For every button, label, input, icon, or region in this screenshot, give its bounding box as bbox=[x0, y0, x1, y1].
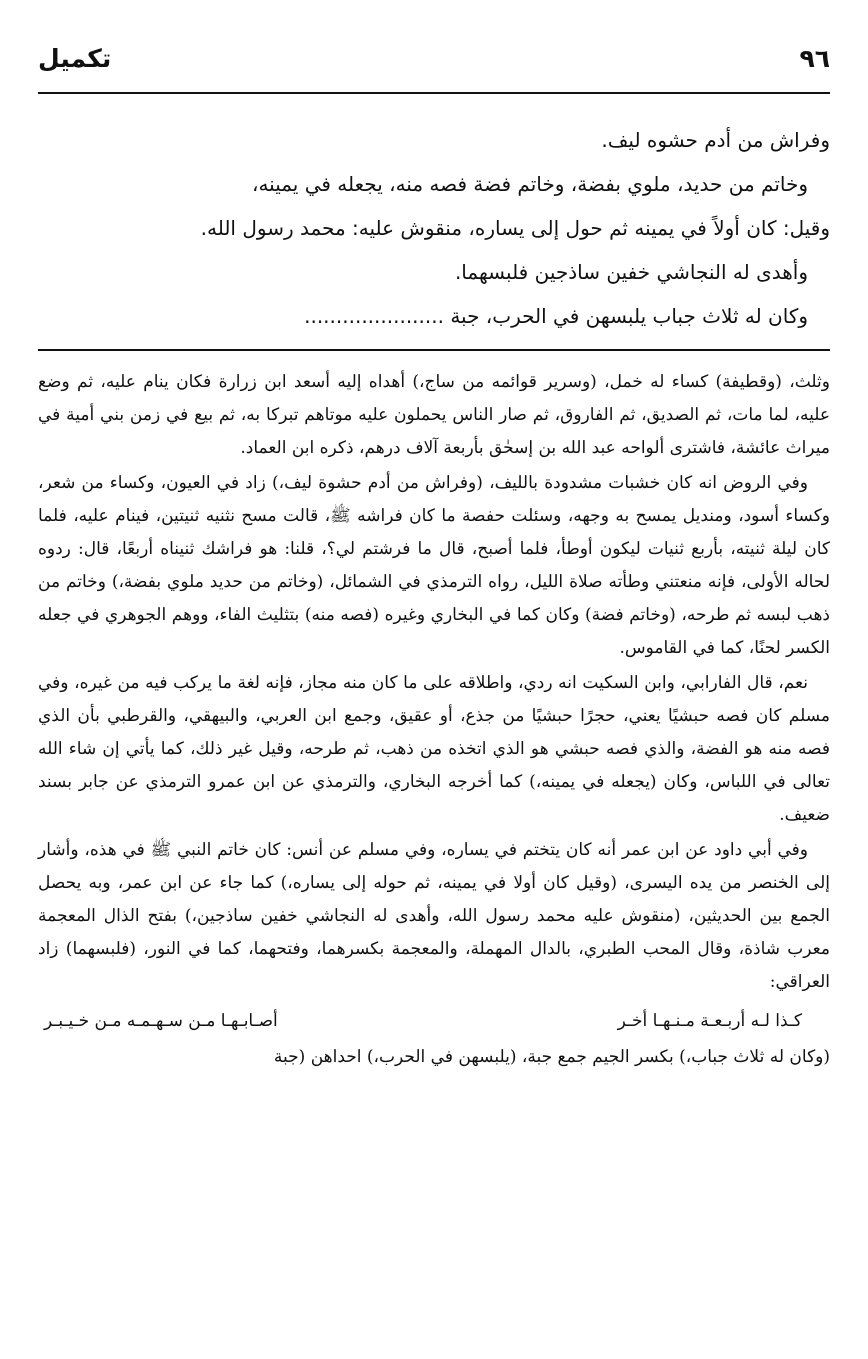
verse-second-hemistich: أصـابـهـا مـن سـهـمـه مـن خـيـبـر bbox=[44, 1011, 278, 1031]
commentary-paragraph: وفي الروض انه كان خشبات مشدودة بالليف، (وفراش من أدم حشوة ليف،) زاد في العيون، وكساء من شعر، وكساء أسود، ومنديل يمسح به وجهه، وسئلت حفصة ما كان فراشه ﷺ، قالت مسح نثنيه ثنيتين، فينام عليه، فلما كان ليلة ثنيته، بأربع ثنيات ليكون أوطأ، فلما أصبح، قال ما فرشتم لي؟، قلنا: هو فراشك ثنيناه أربعًا، قال: ردوه لحاله الأولى، فإنه منعتني وطأته صلاة الليل، رواه الترمذي في الشمائل، (وخاتم من حديد ملوي بفضة،) وخاتم من ذهب لبسه ثم طرحه، (وخاتم فضة) وكان كما في البخاري وغيره (فصه منه) بتثليث الفاء، ووهم الجوهري في جعله الكسر لحنًا، كما في القاموس. bbox=[38, 473, 830, 658]
commentary-paragraph: نعم، قال الفارابي، وابن السكيت انه ردي، واطلاقه على ما كان منه مجاز، فإنه لغة ما يركب فيه من غيره، وفي مسلم كان فصه حبشيًا يعني، حجرًا حبشيًا من جذع، أو عقيق، وجمع ابن العربي، والبيهقي، والقرطبي بأن الذي فصه منه هو الفضة، والذي فصه حبشي هو الذي اتخذه من ذهب، ثم طرحه، وقيل غير ذلك، كما يأتي إن شاء الله تعالى في اللباس، وكان (يجعله في يمينه،) كما أخرجه البخاري، والترمذي عن ابن عمرو الترمذي عن جابر بسند ضعيف. bbox=[38, 673, 830, 825]
matn-line: وفراش من أدم حشوه ليف. bbox=[601, 128, 830, 152]
commentary-last-line: (وكان له ثلاث جباب،) بكسر الجيم جمع جبة، (يلبسهن في الحرب،) احداهن (جبة bbox=[273, 1047, 830, 1067]
matn-line: وأهدى له النجاشي خفين ساذجين فلبسهما. bbox=[454, 260, 808, 284]
running-title: تكميل bbox=[38, 43, 112, 73]
matn-line: وخاتم من حديد، ملوي بفضة، وخاتم فضة فصه منه، يجعله في يمينه، bbox=[251, 172, 808, 196]
page-header bbox=[38, 34, 830, 82]
page-number: ٩٦ bbox=[799, 43, 830, 73]
commentary bbox=[38, 366, 830, 1076]
header-rule bbox=[38, 92, 830, 94]
main-text bbox=[38, 118, 830, 338]
matn-line: وكان له ثلاث جباب يلبسهن في الحرب، جبة ...................... bbox=[304, 304, 808, 328]
commentary-paragraph: وثلث، (وقطيفة) كساء له خمل، (وسرير قوائمه من ساج،) أهداه إليه أسعد ابن زرارة فكان ينام عليه، ثم وضع عليه، لما مات، ثم الصديق، ثم الفاروق، ثم صار الناس يحملون عليه موتاهم تبركا به، ثم بيع في زمن بني أمية في ميراث عائشة، فاشترى ألواحه عبد الله بن إسحٰق بأربعة آلاف درهم، ذكره ابن العماد. bbox=[38, 372, 830, 458]
verse-first-hemistich: كـذا لـه أربـعـة مـنـهـا أخـر bbox=[617, 1011, 802, 1031]
commentary-paragraph: وفي أبي داود عن ابن عمر أنه كان يتختم في يساره، وفي مسلم عن أنس: كان خاتم النبي ﷺ في هذه، وأشار إلى الخنصر من يده اليسرى، (وقيل كان أولا في يمينه، ثم حوله إلى يساره،) كما جاء عن ابن عمر، وبه يحصل الجمع بين الحديثين، (منقوش عليه محمد رسول الله، وأهدى له النجاشي خفين ساذجين،) بفتح الذال المعجمة معرب شاذة، وقال المحب الطبري، بالدال المهملة، والمعجمة بكسرهما، وفتحهما، كما في النور، (فلبسهما) زاد العراقي: bbox=[38, 840, 830, 992]
matn-line: وقيل: كان أولاً في يمينه ثم حول إلى يساره، منقوش عليه: محمد رسول الله. bbox=[200, 216, 830, 240]
commentary-divider bbox=[38, 349, 830, 351]
poetry-verse bbox=[38, 1001, 830, 1041]
